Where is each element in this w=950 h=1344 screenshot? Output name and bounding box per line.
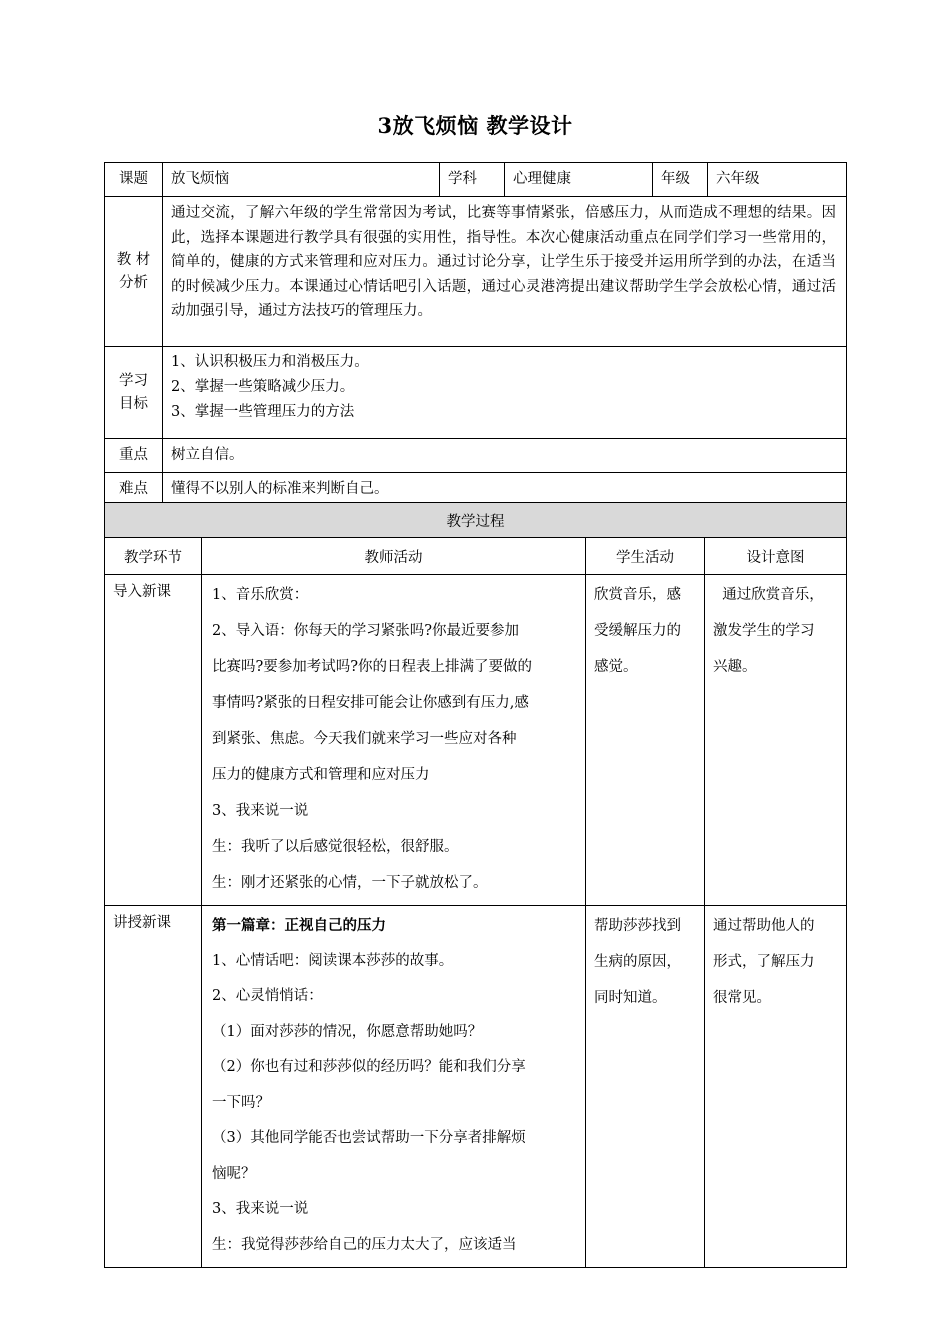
analysis-row (105, 197, 847, 347)
process-title-row (105, 503, 847, 538)
topic-label: 课题 (105, 163, 163, 197)
stage-cell: 导入新课 (105, 575, 202, 906)
difficulty-label: 难点 (105, 473, 163, 507)
intent-line: 形式，了解压力 (713, 954, 815, 970)
chapter-heading: 第一篇章：正视自己的压力 (212, 917, 386, 934)
grade-label: 年级 (653, 163, 708, 197)
teacher-line: 1、心情话吧：阅读课本莎莎的故事。 (212, 952, 454, 969)
key-row (105, 439, 847, 473)
process-row-intro (105, 575, 847, 906)
analysis-label-line-2: 分析 (119, 274, 148, 291)
goals-list (163, 347, 847, 439)
subject-value: 心理健康 (505, 163, 653, 197)
goal-item: 1、认识积极压力和消极压力。 (171, 354, 369, 370)
teacher-line: 2、心灵悄悄话： (212, 988, 323, 1004)
teaching-process-table (104, 502, 847, 1268)
teacher-line: 3、我来说一说 (212, 803, 309, 819)
process-row-new-lesson (105, 906, 847, 1268)
teacher-line: 生：我听了以后感觉很轻松，很舒服。 (212, 839, 459, 855)
teacher-line: （2）你也有过和莎莎似的经历吗？能和我们分享 (212, 1059, 526, 1075)
document-title: 3放飞烦恼 教学设计 (377, 113, 573, 138)
goal-item: 2、掌握一些策略减少压力。 (171, 379, 355, 395)
grade-value: 六年级 (708, 163, 847, 197)
teacher-line: （3）其他同学能否也尝试帮助一下分享者排解烦 (212, 1130, 526, 1146)
stage-cell: 讲授新课 (105, 906, 202, 1268)
key-value: 树立自信。 (163, 439, 847, 473)
student-line: 受缓解压力的 (594, 623, 681, 639)
goal-item: 3、掌握一些管理压力的方法 (171, 404, 355, 420)
analysis-label (105, 197, 163, 347)
student-line: 帮助莎莎找到 (594, 918, 681, 934)
student-line: 欣赏音乐，感 (594, 587, 681, 603)
student-line: 生病的原因， (594, 954, 681, 970)
teacher-activity (202, 906, 586, 1268)
header-student: 学生活动 (586, 538, 705, 575)
intent-line: 兴趣。 (713, 659, 757, 675)
intent-line: 通过欣赏音乐， (713, 587, 824, 603)
intent-line: 很常见。 (713, 990, 771, 1006)
analysis-text: 通过交流，了解六年级的学生常常因为考试，比赛等事情紧张，倍感压力，从而造成不理想的结果。因此，选择本课题进行教学具有很强的实用性，指导性。本次心健康活动重点在同学们学习一些常用的，简单的，健康的方式来管理和应对压力。通过讨论分享，让学生乐于接受并运用所学到的办法，在适当的时候减少压力。本课通过心情话吧引入话题，通过心灵港湾提出建议帮助学生学会放松心情，通过活动加强引导，通过方法技巧的管理压力。 (163, 197, 847, 347)
process-title: 教学过程 (105, 503, 847, 538)
teacher-line: （1）面对莎莎的情况，你愿意帮助她吗？ (212, 1023, 483, 1040)
lesson-info-table (104, 162, 847, 507)
teacher-line: 2、导入语：你每天的学习紧张吗?你最近要参加 (212, 623, 519, 639)
teacher-activity (202, 575, 586, 906)
student-activity (586, 906, 705, 1268)
header-teacher: 教师活动 (202, 538, 586, 575)
student-line: 同时知道。 (594, 990, 667, 1006)
header-intent: 设计意图 (705, 538, 847, 575)
goals-label-line-2: 目标 (119, 395, 148, 412)
teacher-line: 一下吗？ (212, 1094, 270, 1111)
teacher-line: 3、我来说一说 (212, 1201, 309, 1217)
design-intent (705, 906, 847, 1268)
intent-line: 激发学生的学习 (713, 623, 815, 639)
teacher-line: 比赛吗?要参加考试吗?你的日程表上排满了要做的 (212, 659, 533, 675)
goals-label (105, 347, 163, 439)
difficulty-value: 懂得不以别人的标准来判断自己。 (163, 473, 847, 507)
teacher-line: 到紧张、焦虑。今天我们就来学习一些应对各种 (212, 731, 517, 747)
key-label: 重点 (105, 439, 163, 473)
teacher-line: 生：刚才还紧张的心情，一下子就放松了。 (212, 875, 488, 891)
student-line: 感觉。 (594, 659, 638, 675)
topic-row (105, 163, 847, 197)
teacher-line: 事情吗?紧张的日程安排可能会让你感到有压力,感 (212, 695, 529, 711)
subject-label: 学科 (440, 163, 505, 197)
design-intent (705, 575, 847, 906)
process-header-row (105, 538, 847, 575)
goals-row (105, 347, 847, 439)
topic-value: 放飞烦恼 (163, 163, 440, 197)
student-activity (586, 575, 705, 906)
analysis-label-line-1: 教 材 (116, 251, 151, 268)
header-stage: 教学环节 (105, 538, 202, 575)
teacher-line: 压力的健康方式和管理和应对压力 (212, 767, 430, 783)
teacher-line: 1、音乐欣赏： (212, 587, 309, 603)
goals-label-line-1: 学习 (119, 372, 148, 389)
teacher-line: 生：我觉得莎莎给自己的压力太大了，应该适当 (212, 1236, 517, 1253)
intent-line: 通过帮助他人的 (713, 918, 815, 934)
teacher-line: 恼呢？ (212, 1165, 256, 1182)
